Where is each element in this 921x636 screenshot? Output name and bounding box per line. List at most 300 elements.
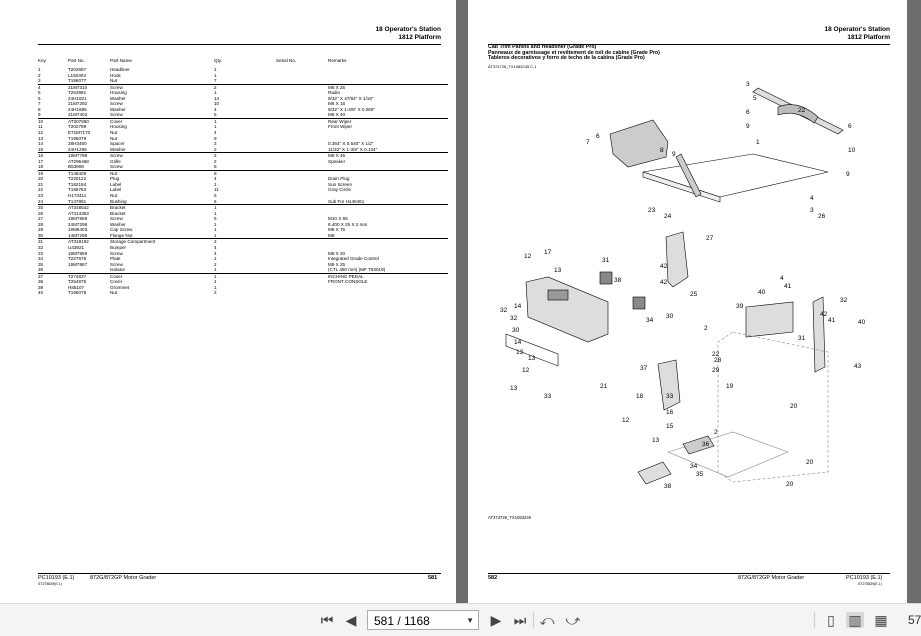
parts-table xyxy=(38,58,448,296)
cell-remarks: Radio xyxy=(328,90,341,96)
cell-key: 18 xyxy=(38,164,64,170)
diagram-ref-top: AT374726_TX1083245 C.1 xyxy=(488,64,537,69)
cell-qty: 1 xyxy=(214,72,217,78)
chevron-down-icon: ▼ xyxy=(466,616,474,625)
cell-remarks: M8 X 45 xyxy=(328,153,346,159)
col-part: Part No. xyxy=(68,58,85,63)
cell-qty: 1 xyxy=(214,227,217,233)
callout-number: 34 xyxy=(690,463,698,470)
callout-number: 9 xyxy=(846,171,850,178)
diagram-drawing xyxy=(506,88,843,484)
cell-remarks: Rear Wiper xyxy=(328,118,352,124)
cell-qty: 10 xyxy=(214,101,220,107)
cell-part: 24H1821 xyxy=(68,95,87,101)
callout-number: 32 xyxy=(510,315,518,322)
cell-name: Washer xyxy=(110,95,126,101)
cell-qty: 6 xyxy=(214,199,276,205)
cell-qty: 11 xyxy=(214,187,219,193)
cell-name: Storage Compartment xyxy=(110,239,156,245)
previous-page-icon: ◀ xyxy=(345,611,357,628)
callout-number: 26 xyxy=(818,213,826,220)
cell-qty: 6 xyxy=(214,193,217,199)
cell-name: Bracket xyxy=(110,210,126,216)
callout-number: 6 xyxy=(596,133,600,140)
callout-number: 22 xyxy=(798,107,806,114)
cell-key: 5 xyxy=(38,90,41,96)
last-page-button[interactable] xyxy=(511,612,529,628)
left-footer-code: ST275839(E.1) xyxy=(38,582,62,586)
cell-name: Plug xyxy=(110,176,120,182)
cell-qty: 1 xyxy=(214,118,217,124)
cell-name: Grommet xyxy=(110,284,130,290)
right-footer-model: 872G/872GP Motor Grader xyxy=(738,575,805,581)
callout-number: 28 xyxy=(714,357,722,364)
callout-number: 15 xyxy=(666,423,674,430)
right-footer-rule xyxy=(488,573,890,574)
cell-name: Bracket xyxy=(110,205,126,211)
rear-pillar-shape xyxy=(813,297,825,372)
cell-part: T220122 xyxy=(68,176,87,182)
callout-number: 27 xyxy=(706,235,714,242)
cell-remarks: Integrated Grade Control xyxy=(328,256,379,262)
cell-qty: 1 xyxy=(214,124,217,130)
col-name: Part Name xyxy=(110,58,132,63)
viewer-toolbar xyxy=(0,603,921,636)
cell-key: 1 xyxy=(38,67,41,72)
cell-remarks: INCHING PEDAL xyxy=(328,273,364,279)
callout-number: 1 xyxy=(756,139,760,146)
cell-qty: 5 xyxy=(214,112,276,118)
next-page-icon: ▶ xyxy=(490,611,502,628)
cell-remarks: Sun Screen xyxy=(328,181,353,187)
callout-number: 13 xyxy=(554,267,562,274)
cell-name: Plate xyxy=(110,256,121,262)
callout-number: 13 xyxy=(510,385,518,392)
cell-remarks: M8 X 75 xyxy=(328,227,346,233)
diagram-title-es: Tableros decorativos y forro de techo de la cabina (Grade Pro) xyxy=(488,55,645,62)
cell-remarks: M10 X 65 xyxy=(328,216,348,222)
cell-name: Flange Nut xyxy=(110,233,214,239)
cell-remarks: Sub For H140461 xyxy=(328,199,448,205)
rotate-forward-button[interactable] xyxy=(564,612,582,628)
rotate-left-icon: ⤺ xyxy=(539,611,555,628)
left-header-rule xyxy=(38,44,441,45)
cell-name: Label xyxy=(110,187,122,193)
cell-qty: 2 xyxy=(214,153,217,159)
callout-number: 9 xyxy=(672,151,676,158)
col-key: Key xyxy=(38,58,46,63)
compartment-slot xyxy=(548,290,568,300)
callout-number: 17 xyxy=(544,249,552,256)
callout-number: 3 xyxy=(746,81,750,88)
cell-qty: 1 xyxy=(214,67,217,72)
cell-remarks: (CTL 450 mm) (MF T63019) xyxy=(328,267,448,273)
callout-number: 21 xyxy=(600,383,608,390)
cell-part: 24H1298 xyxy=(64,147,110,153)
cell-part: L160303 xyxy=(68,72,86,78)
callout-number: 14 xyxy=(514,339,522,346)
callout-number: 41 xyxy=(784,283,792,290)
callout-number: 10 xyxy=(848,147,856,154)
cab-floor-outline xyxy=(668,432,788,477)
cell-qty: 8 xyxy=(214,170,217,176)
cell-part: 19M7866 xyxy=(68,250,88,256)
col-remarks: Remarks xyxy=(328,58,347,63)
cell-name: Headliner xyxy=(110,67,130,72)
cell-qty: 2 xyxy=(214,261,217,267)
speaker-grille-1 xyxy=(600,272,612,284)
callout-number: 24 xyxy=(664,213,672,220)
zoom-level: 57 xyxy=(908,613,921,627)
cell-part: T186783 xyxy=(68,187,87,193)
cell-name: Nut xyxy=(110,130,118,136)
cell-name: Screw xyxy=(110,216,123,222)
cell-qty: 4 xyxy=(214,130,217,136)
cell-qty: 1 xyxy=(214,256,217,262)
cell-name: Bushing xyxy=(110,199,214,205)
cell-key: 25 xyxy=(38,205,44,211)
side-panel-front xyxy=(666,232,688,287)
storage-compartment-shape xyxy=(526,277,608,342)
callout-number: 30 xyxy=(666,313,674,320)
cell-part: 21M7310 xyxy=(68,84,88,90)
cell-remarks: Drain Plug xyxy=(328,176,350,182)
cell-qty: 1 xyxy=(214,210,217,216)
cell-qty: 1 xyxy=(214,233,276,239)
cell-qty: 1 xyxy=(214,205,217,211)
cell-key: 2 xyxy=(38,72,41,78)
cell-qty: 2 xyxy=(214,290,217,296)
right-footer-page: 582 xyxy=(488,575,498,581)
toolbar-divider-2 xyxy=(814,612,815,628)
right-page xyxy=(468,0,907,603)
cell-key: 7 xyxy=(38,101,41,107)
cell-part: U43921 xyxy=(68,244,85,250)
cell-key: 8 xyxy=(38,106,41,112)
callout-number: 31 xyxy=(602,257,610,264)
diagram-title-fr: Panneaux de garnissage et revêtement de toit de cabine (Grade Pro) xyxy=(488,49,660,56)
single-page-view-button[interactable] xyxy=(822,612,840,628)
cell-qty: 1 xyxy=(214,279,217,285)
callout-number: 39 xyxy=(736,303,744,310)
callout-number: 33 xyxy=(666,393,674,400)
cell-qty: 1 xyxy=(214,221,217,227)
cell-qty: 14 xyxy=(214,95,220,101)
right-header-subsection: 1812 Platform xyxy=(847,34,890,41)
callout-number: 22 xyxy=(712,351,720,358)
table-row xyxy=(38,290,448,296)
radio-housing-shape xyxy=(610,120,668,167)
cell-part: T227675 xyxy=(68,256,87,262)
cell-key: 35 xyxy=(38,261,44,267)
parts-table-header xyxy=(38,58,448,67)
cell-qty: 2 xyxy=(214,141,217,147)
cell-name: Cap Screw xyxy=(110,227,133,233)
callout-number: 32 xyxy=(840,297,848,304)
callout-number: 13 xyxy=(528,355,536,362)
cell-remarks: M8 X 20 xyxy=(328,250,346,256)
cell-name: Screw xyxy=(110,112,214,118)
right-header-section: 18 Operator's Station xyxy=(824,26,890,33)
cell-key: 40 xyxy=(38,290,44,296)
cell-name: Cover xyxy=(110,273,123,279)
diagram-title-block xyxy=(488,45,660,62)
callout-number: 14 xyxy=(514,303,522,310)
cell-remarks: M8 xyxy=(328,233,448,239)
right-footer-doc: PC10193 (E.1) xyxy=(846,575,883,581)
cell-key: 22 xyxy=(38,187,44,193)
front-console-cover xyxy=(638,462,671,484)
cell-part: H85107 xyxy=(68,284,85,290)
cell-name: Screw xyxy=(110,153,123,159)
left-footer-page: 581 xyxy=(428,575,438,581)
cell-qty: 7 xyxy=(214,78,276,84)
cell-name: Screw xyxy=(110,250,123,256)
callout-number: 4 xyxy=(780,275,784,282)
cell-part: 19M8403 xyxy=(68,227,88,233)
cell-part: AT318192 xyxy=(68,239,89,245)
cell-key: 36 xyxy=(38,267,64,273)
cell-part: T196077 xyxy=(64,78,110,84)
callout-number: 20 xyxy=(806,459,814,466)
cell-part: T263981 xyxy=(68,90,87,96)
cell-key: 31 xyxy=(38,239,44,245)
two-page-icon: ▥ xyxy=(848,611,862,628)
callout-number: 5 xyxy=(753,95,757,102)
right-footer-code: ST275839(E.1) xyxy=(858,582,882,586)
cell-remarks: M8 X 25 xyxy=(328,261,346,267)
page-indicator: 581 / 1168 xyxy=(374,614,430,628)
cell-name: Spacer xyxy=(110,141,125,147)
cell-key: 34 xyxy=(38,256,44,262)
callout-number: 42 xyxy=(660,263,668,270)
diagram-ref-bottom: AT374726_TX1083245 xyxy=(488,515,531,520)
two-page-view-button[interactable] xyxy=(846,612,864,628)
callout-number: 3 xyxy=(810,207,814,214)
cell-remarks: Front Wiper xyxy=(328,124,352,130)
callout-number: 2 xyxy=(704,325,708,332)
cell-key: 6 xyxy=(38,95,41,101)
cell-qty: 1 xyxy=(214,267,276,273)
rotate-right-icon: ⤻ xyxy=(565,611,581,628)
callout-number: 42 xyxy=(660,279,668,286)
callout-number: 20 xyxy=(790,403,798,410)
cell-part: 24M7298 xyxy=(68,221,88,227)
cell-qty: 2 xyxy=(214,158,217,164)
left-header xyxy=(375,26,441,42)
callout-number: 4 xyxy=(810,195,814,202)
col-qty: Qty. xyxy=(214,58,223,63)
headliner-shape xyxy=(643,154,828,197)
cell-name: Nut xyxy=(110,290,118,296)
right-header xyxy=(824,26,890,42)
cell-part: H173411 xyxy=(68,193,87,199)
cell-part: AT295468 xyxy=(68,158,89,164)
cell-key: 27 xyxy=(38,216,44,222)
cell-name: Nut xyxy=(110,193,118,199)
cell-qty: 1 xyxy=(214,284,217,290)
cell-key: 38 xyxy=(38,279,44,285)
cell-qty: 8 xyxy=(214,164,276,170)
cell-key: 11 xyxy=(38,124,43,130)
cell-key: 10 xyxy=(38,118,44,124)
cell-part: T196078 xyxy=(68,290,87,296)
callout-number: 40 xyxy=(858,319,866,326)
cell-qty: 2 xyxy=(214,147,276,153)
cell-name: Bumper xyxy=(110,244,127,250)
cell-key: 3 xyxy=(38,78,64,84)
cell-name: Washer xyxy=(110,221,126,227)
cell-part: AT307650 xyxy=(68,118,89,124)
left-page xyxy=(0,0,456,603)
cell-part: 19M7858 xyxy=(68,216,88,222)
cell-part: T147891 xyxy=(64,199,110,205)
callout-number: 41 xyxy=(828,317,836,324)
cell-part: T202687 xyxy=(68,67,87,72)
cell-key: 17 xyxy=(38,158,44,164)
callout-number: 42 xyxy=(820,311,828,318)
cell-name: Label xyxy=(110,181,122,187)
cell-part: B53908 xyxy=(64,164,110,170)
cell-part: T202799 xyxy=(68,124,87,130)
cell-remarks: M6 X 25 xyxy=(328,84,346,90)
callout-number: 19 xyxy=(726,383,734,390)
cell-key: 13 xyxy=(38,135,44,141)
left-footer-model: 872G/872GP Motor Grader xyxy=(90,575,157,581)
first-page-icon: ⏮ xyxy=(320,611,334,628)
cell-remarks: M6 X 16 xyxy=(328,101,346,107)
cell-part: 21M7403 xyxy=(64,112,110,118)
grid-view-button[interactable] xyxy=(872,612,890,628)
left-footer-doc: PC10193 (E.1) xyxy=(38,575,75,581)
diagram-title-en: Cab Trim Panels and Headliner (Grade Pro) xyxy=(488,44,597,50)
cell-name: Housing xyxy=(110,124,127,130)
rotate-back-button[interactable] xyxy=(538,612,556,628)
callout-number: 25 xyxy=(690,291,698,298)
cell-key: 30 xyxy=(38,233,64,239)
cell-qty: 4 xyxy=(214,176,217,182)
cell-key: 19 xyxy=(38,170,44,176)
callout-number: 30 xyxy=(512,327,520,334)
speaker-grille-2 xyxy=(633,297,645,309)
callout-number: 38 xyxy=(664,483,672,490)
cell-qty: 2 xyxy=(214,239,217,245)
callout-number: 34 xyxy=(646,317,654,324)
right-scroll-area xyxy=(907,0,921,603)
cell-part: AT348542 xyxy=(68,205,89,211)
cell-key: 39 xyxy=(38,284,44,290)
cell-remarks: 9/32" X 47/64" X 1/16" xyxy=(328,95,374,101)
cell-part: T254875 xyxy=(68,279,87,285)
callout-number: 13 xyxy=(652,437,660,444)
callout-number: 43 xyxy=(854,363,862,370)
cell-part: T182184 xyxy=(68,181,87,187)
cell-name: Grille xyxy=(110,158,121,164)
cell-name: Isolator xyxy=(110,267,214,273)
callout-number: 31 xyxy=(798,335,806,342)
parts-table-body xyxy=(38,67,448,296)
previous-page-button[interactable] xyxy=(342,612,360,628)
cell-key: 20 xyxy=(38,176,44,182)
cell-key: 4 xyxy=(38,84,41,90)
cell-part: E71M7170 xyxy=(68,130,91,136)
cell-name: Screw xyxy=(110,261,123,267)
callout-number: 23 xyxy=(648,207,656,214)
callout-number: 7 xyxy=(586,139,590,146)
cell-part: 14M7298 xyxy=(64,233,110,239)
cell-part: 28H3450 xyxy=(68,141,87,147)
cell-part: AT314363 xyxy=(68,210,89,216)
cell-key: 15 xyxy=(38,147,64,153)
page-number-select[interactable] xyxy=(367,610,479,630)
cell-part: 24H1695 xyxy=(68,106,87,112)
inching-pedal-cover xyxy=(658,360,680,410)
left-footer-rule xyxy=(38,573,441,574)
col-serial: Serial No. xyxy=(276,58,297,63)
cell-qty: 6 xyxy=(214,216,217,222)
cell-qty: 9 xyxy=(214,135,217,141)
exploded-parts-diagram xyxy=(488,72,890,522)
callout-number: 37 xyxy=(640,365,648,372)
cell-key: 33 xyxy=(38,250,44,256)
cell-remarks: Gray Circle xyxy=(328,187,351,193)
cell-key: 9 xyxy=(38,112,64,118)
cell-name: Washer xyxy=(110,147,214,153)
callout-number: 6 xyxy=(848,123,852,130)
callout-number: 9 xyxy=(746,123,750,130)
cell-remarks xyxy=(328,290,448,296)
cell-part: 21M7292 xyxy=(68,101,88,107)
callout-number: 12 xyxy=(522,367,530,374)
cell-name: Hook xyxy=(110,72,121,78)
cell-qty: 2 xyxy=(214,84,217,90)
callout-number: 2 xyxy=(714,429,718,436)
cell-key: 23 xyxy=(38,193,44,199)
left-header-section: 18 Operator's Station xyxy=(375,26,441,33)
cell-qty: 1 xyxy=(214,90,217,96)
toolbar-divider-1 xyxy=(533,612,534,628)
trim-panel-39 xyxy=(746,302,793,337)
cell-name: Nut xyxy=(110,170,118,176)
cell-part: 19M7799 xyxy=(68,153,88,159)
cell-key: 28 xyxy=(38,221,44,227)
next-page-button[interactable] xyxy=(487,612,505,628)
cell-remarks: Speaker xyxy=(328,158,346,164)
cell-qty: 1 xyxy=(214,181,217,187)
single-page-icon: ▯ xyxy=(827,611,835,628)
cell-remarks: 0.364" X 0.540" X 1/2" xyxy=(328,141,374,147)
cell-key: 32 xyxy=(38,244,44,250)
callout-number: 6 xyxy=(746,109,750,116)
cell-key: 12 xyxy=(38,130,44,136)
cell-part: T148409 xyxy=(68,170,87,176)
cell-name: Housing xyxy=(110,90,127,96)
callout-number: 40 xyxy=(758,289,766,296)
cell-part: T196079 xyxy=(68,135,87,141)
cell-remarks: 9/32" X 1-3/8" X 0.065" xyxy=(328,106,376,112)
cell-key: 37 xyxy=(38,273,44,279)
cell-name: Nut xyxy=(110,78,214,84)
cell-key: 24 xyxy=(38,199,64,205)
callout-number: 8 xyxy=(660,147,664,154)
cell-remarks: 11/32" X 1-3/8" X 0.134" xyxy=(328,147,448,153)
grade-control-plate xyxy=(683,436,714,454)
cell-name: Screw xyxy=(110,84,123,90)
first-page-button[interactable] xyxy=(318,612,336,628)
callout-number: 20 xyxy=(786,481,794,488)
cell-remarks: FRONT CONSOLE xyxy=(328,279,368,285)
cell-name: Cover xyxy=(110,118,123,124)
